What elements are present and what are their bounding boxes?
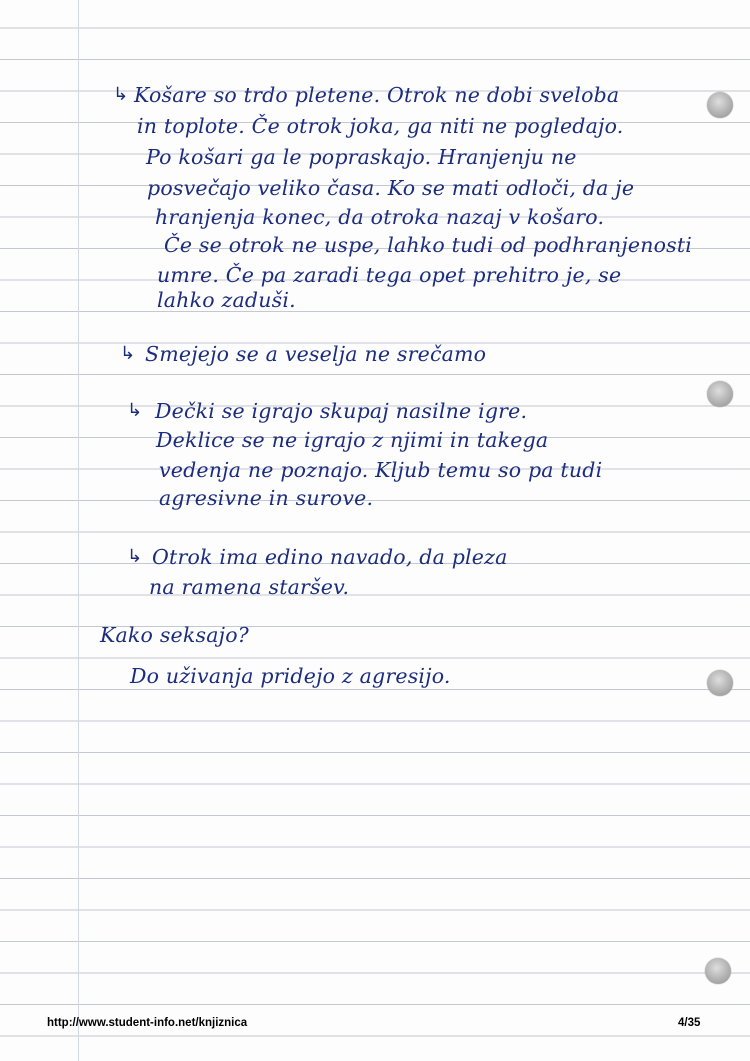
note-line: Deklice se ne igrajo z njimi in takega xyxy=(156,428,549,452)
punch-hole xyxy=(707,670,733,696)
note-line: Do uživanja pridejo z agresijo. xyxy=(130,664,451,688)
footer-url: http://www.student-info.net/knjiznica xyxy=(47,1017,248,1029)
note-line: in toplote. Če otrok joka, ga niti ne pogledajo. xyxy=(137,114,624,138)
section-question: Kako seksajo? xyxy=(100,623,249,647)
return-arrow-icon: ↳ xyxy=(127,400,143,421)
note-line: lahko zaduši. xyxy=(157,288,296,312)
note-line: hranjenja konec, da otroka nazaj v košaro. xyxy=(155,205,605,229)
return-arrow-icon: ↳ xyxy=(127,546,143,567)
note-line: posvečajo veliko časa. Ko se mati odloči, da je xyxy=(147,176,635,200)
note-line: Po košari ga le popraskajo. Hranjenju ne xyxy=(146,145,577,169)
punch-hole xyxy=(707,92,733,118)
note-line: Če se otrok ne uspe, lahko tudi od podhranjenosti xyxy=(164,233,693,257)
punch-hole xyxy=(707,381,733,407)
note-line: vedenja ne poznajo. Kljub temu so pa tudi xyxy=(159,458,603,482)
note-line: Otrok ima edino navado, da pleza xyxy=(152,545,508,569)
note-line: umre. Če pa zaradi tega opet prehitro je, se xyxy=(157,263,622,287)
return-arrow-icon: ↳ xyxy=(113,84,129,105)
note-line: agresivne in surove. xyxy=(159,486,374,510)
note-line: na ramena staršev. xyxy=(149,575,350,599)
note-line: Smejejo se a veselja ne srečamo xyxy=(145,342,487,366)
note-line: Dečki se igrajo skupaj nasilne igre. xyxy=(155,399,528,423)
page-number: 4/35 xyxy=(678,1017,701,1029)
punch-hole xyxy=(705,958,731,984)
return-arrow-icon: ↳ xyxy=(120,343,136,364)
note-line: Košare so trdo pletene. Otrok ne dobi sveloba xyxy=(134,83,620,107)
margin-line xyxy=(78,0,79,1061)
